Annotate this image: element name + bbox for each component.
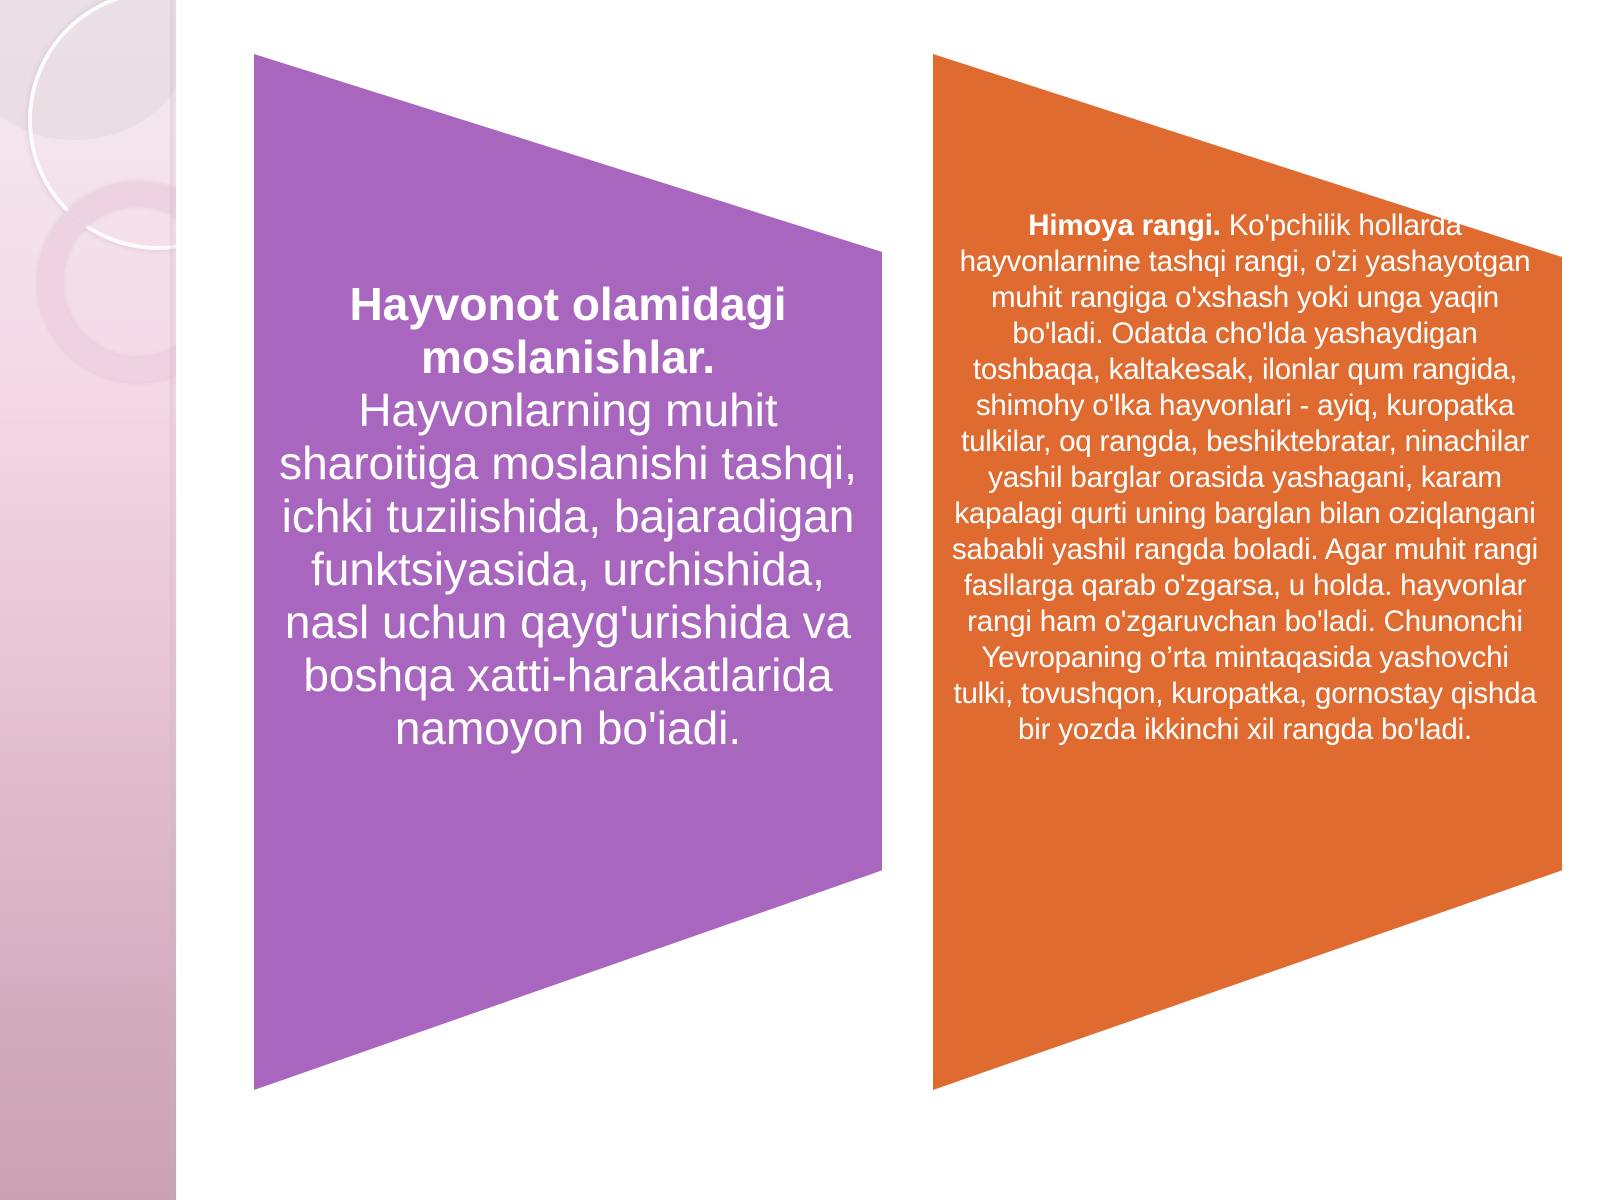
decorative-ring-small: [38, 182, 176, 382]
right-panel-text: [950, 208, 1540, 748]
right-panel-body: Ko'pchilik hollarda hayvonlarnine tashqi rangi, o'zi yashayotgan muhit rangiga o'xshash yoki unga yaqin bo'ladi. Odatda cho'lda yashaydigan toshbaqa, kaltakesak, ilonlar qum rangida, shimohy o'lka hayvonlari - ayiq, kuropatka tulkilar, oq rangda, beshiktebratar, ninachilar yashil barglar orasida yashagani, karam kapalagi qurti uning barglan bilan oziqlangani sababli yashil rangda boladi. Agar muhit rangi fasllarga qarab o'zgarsa, u holda. hayvonlar rangi ham o'zgaruvchan bo'ladi. Chunonchi Yevropaning o’rta mintaqasida yashovchi tulki, tovushqon, kuropatka, gornostay qishda bir yozda ikkinchi xil rangda bo'ladi.: [951, 209, 1539, 746]
decorative-side-strip: [0, 0, 176, 1200]
right-panel-title: Himoya rangi.: [1028, 209, 1221, 242]
left-panel-body: Hayvonlarning muhit sharoitiga moslanishi tashqi, ichki tuzilishida, bajaradigan funktsiyasida, urchishida, nasl uchun qayg'urishida va boshqa xatti-harakatlarida namoyon bo'iadi.: [279, 384, 857, 754]
left-panel-text: [272, 278, 864, 755]
left-panel-title: Hayvonot olamidagi moslanishlar.: [349, 278, 787, 383]
side-strip-edge-shadow: [170, 0, 178, 1200]
